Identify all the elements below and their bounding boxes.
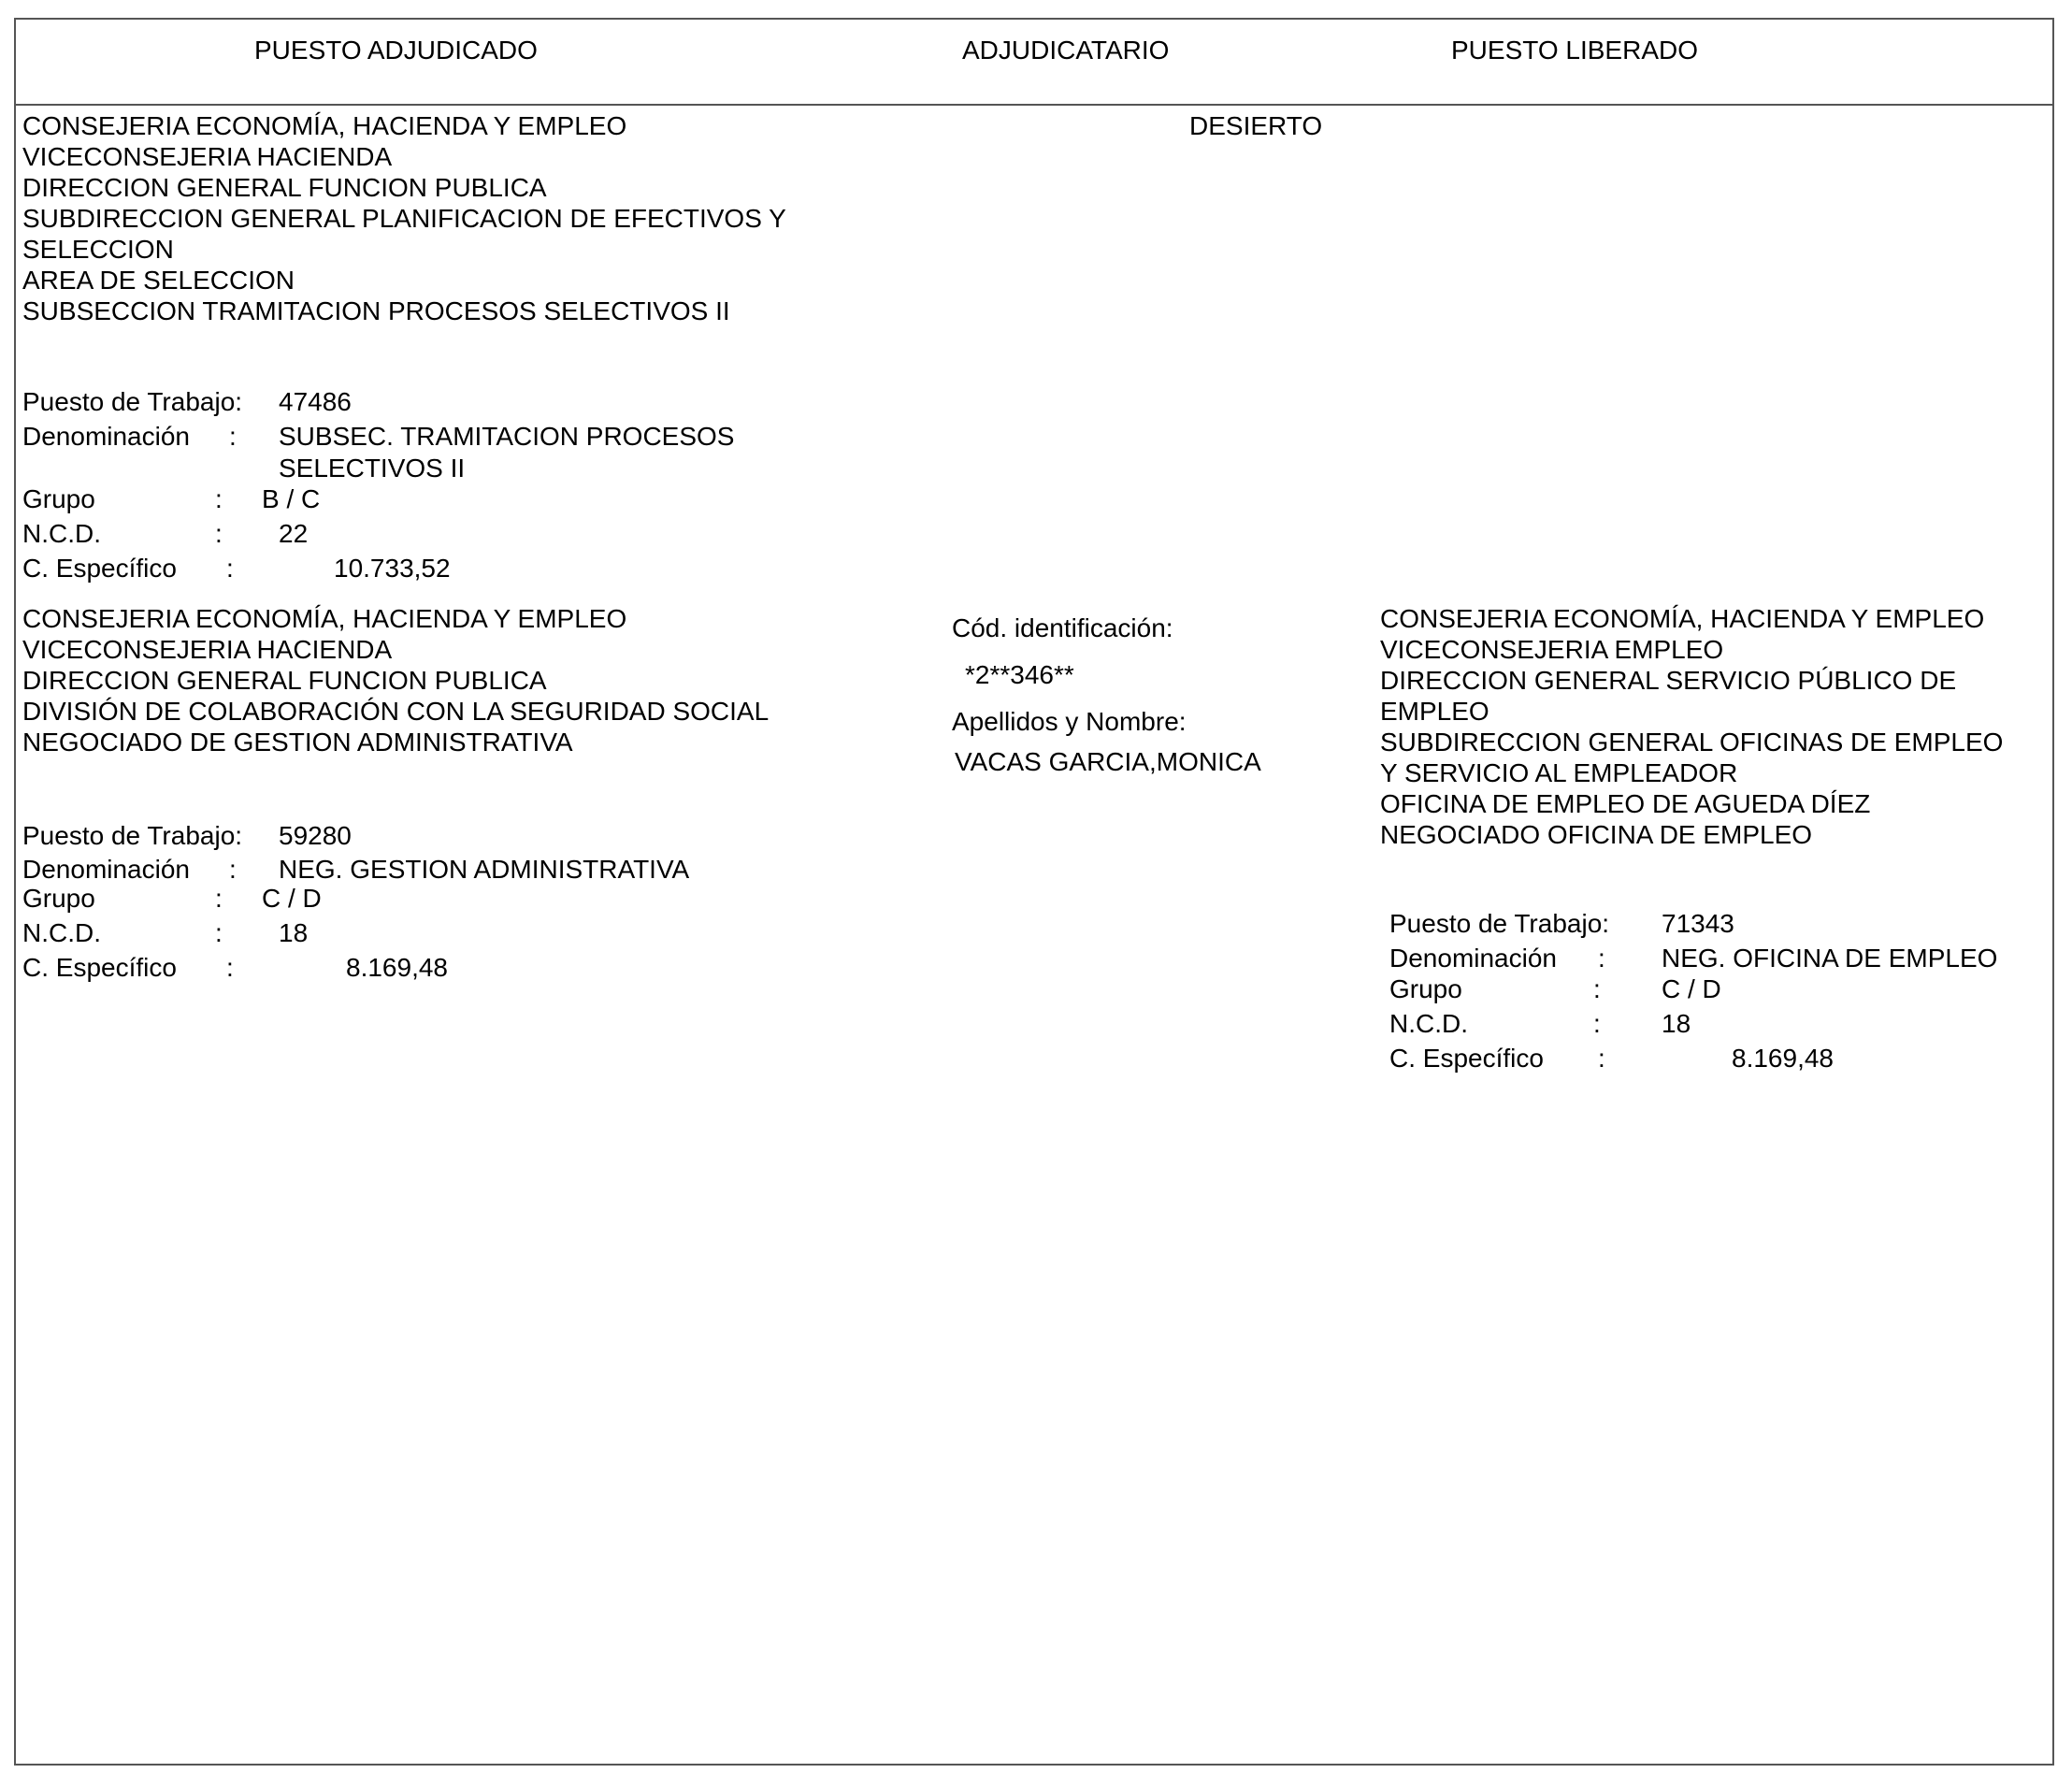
org-line: NEGOCIADO OFICINA DE EMPLEO <box>1380 820 1813 849</box>
row2-grupo-colon: : <box>215 884 223 913</box>
row1-especifico-value: 10.733,52 <box>334 554 451 583</box>
header-puesto-liberado: PUESTO LIBERADO <box>1451 36 1699 65</box>
header-adjudicatario: ADJUDICATARIO <box>962 36 1170 65</box>
org-line: EMPLEO <box>1380 697 1489 726</box>
org-line: AREA DE SELECCION <box>22 266 295 295</box>
liberado-ncd-label: N.C.D. <box>1389 1009 1468 1038</box>
header-divider <box>14 104 2054 106</box>
liberado-denominacion-label: Denominación <box>1389 944 1557 973</box>
liberado-especifico-colon: : <box>1598 1044 1605 1073</box>
row1-ncd-colon: : <box>215 519 223 548</box>
org-line: DIRECCION GENERAL FUNCION PUBLICA <box>22 666 547 695</box>
org-line: Y SERVICIO AL EMPLEADOR <box>1380 758 1738 787</box>
liberado-grupo-value: C / D <box>1662 974 1721 1003</box>
liberado-puesto-label: Puesto de Trabajo: <box>1389 909 1610 938</box>
row1-denominacion-label: Denominación <box>22 422 190 451</box>
liberado-denominacion-value: NEG. OFICINA DE EMPLEO <box>1662 944 1998 973</box>
liberado-denominacion-colon: : <box>1598 944 1605 973</box>
row2-especifico-label: C. Específico <box>22 953 177 982</box>
org-line: VICECONSEJERIA EMPLEO <box>1380 635 1724 664</box>
liberado-especifico-value: 8.169,48 <box>1732 1044 1834 1073</box>
org-line: SUBDIRECCION GENERAL OFICINAS DE EMPLEO <box>1380 728 2004 757</box>
row2-organization <box>22 603 769 757</box>
org-line: DIVISIÓN DE COLABORACIÓN CON LA SEGURIDAD SOCIAL <box>22 697 770 726</box>
org-line: VICECONSEJERIA HACIENDA <box>22 635 393 664</box>
row1-ncd-label: N.C.D. <box>22 519 101 548</box>
row1-ncd-value: 22 <box>279 519 309 548</box>
org-line: CONSEJERIA ECONOMÍA, HACIENDA Y EMPLEO <box>22 111 627 140</box>
row1-denominacion-value: SUBSEC. TRAMITACION PROCESOS <box>279 422 735 451</box>
org-line: CONSEJERIA ECONOMÍA, HACIENDA Y EMPLEO <box>1380 604 1985 633</box>
adjudicatario-nombre-label: Apellidos y Nombre: <box>952 707 1187 736</box>
row2-especifico-colon: : <box>226 953 234 982</box>
liberado-ncd-colon: : <box>1593 1009 1601 1038</box>
liberado-organization <box>1380 603 2003 850</box>
org-line: NEGOCIADO DE GESTION ADMINISTRATIVA <box>22 728 573 757</box>
row1-organization <box>22 110 786 326</box>
row2-especifico-value: 8.169,48 <box>346 953 448 982</box>
org-line: DIRECCION GENERAL SERVICIO PÚBLICO DE <box>1380 666 1957 695</box>
liberado-especifico-label: C. Específico <box>1389 1044 1544 1073</box>
row1-adjudicatario-desierto: DESIERTO <box>1189 111 1323 140</box>
row2-grupo-label: Grupo <box>22 884 95 913</box>
row2-ncd-value: 18 <box>279 918 309 947</box>
row1-denominacion-value-cont: SELECTIVOS II <box>279 454 466 483</box>
org-line: SUBDIRECCION GENERAL PLANIFICACION DE EFECTIVOS Y <box>22 204 786 233</box>
org-line: SUBSECCION TRAMITACION PROCESOS SELECTIVOS II <box>22 296 730 325</box>
row2-ncd-colon: : <box>215 918 223 947</box>
row2-denominacion-label: Denominación <box>22 855 190 884</box>
liberado-ncd-value: 18 <box>1662 1009 1691 1038</box>
row2-puesto-value: 59280 <box>279 821 352 850</box>
row1-denominacion-colon: : <box>229 422 237 451</box>
org-line: DIRECCION GENERAL FUNCION PUBLICA <box>22 173 547 202</box>
org-line: VICECONSEJERIA HACIENDA <box>22 142 393 171</box>
row2-grupo-value: C / D <box>262 884 322 913</box>
row1-puesto-value: 47486 <box>279 387 352 416</box>
row1-especifico-label: C. Específico <box>22 554 177 583</box>
row2-denominacion-value: NEG. GESTION ADMINISTRATIVA <box>279 855 690 884</box>
liberado-puesto-value: 71343 <box>1662 909 1734 938</box>
row2-puesto-label: Puesto de Trabajo: <box>22 821 243 850</box>
org-line: CONSEJERIA ECONOMÍA, HACIENDA Y EMPLEO <box>22 604 627 633</box>
adjudicatario-nombre-value: VACAS GARCIA,MONICA <box>955 747 1261 776</box>
row2-ncd-label: N.C.D. <box>22 918 101 947</box>
row1-grupo-label: Grupo <box>22 484 95 513</box>
liberado-grupo-colon: : <box>1593 974 1601 1003</box>
row1-puesto-label: Puesto de Trabajo: <box>22 387 243 416</box>
row1-grupo-colon: : <box>215 484 223 513</box>
adjudicatario-cod-value: *2**346** <box>965 660 1074 689</box>
org-line: OFICINA DE EMPLEO DE AGUEDA DÍEZ <box>1380 789 1871 818</box>
adjudicatario-cod-label: Cód. identificación: <box>952 613 1173 642</box>
header-puesto-adjudicado: PUESTO ADJUDICADO <box>254 36 538 65</box>
liberado-grupo-label: Grupo <box>1389 974 1462 1003</box>
org-line: SELECCION <box>22 235 174 264</box>
row1-grupo-value: B / C <box>262 484 321 513</box>
row1-especifico-colon: : <box>226 554 234 583</box>
row2-denominacion-colon: : <box>229 855 237 884</box>
